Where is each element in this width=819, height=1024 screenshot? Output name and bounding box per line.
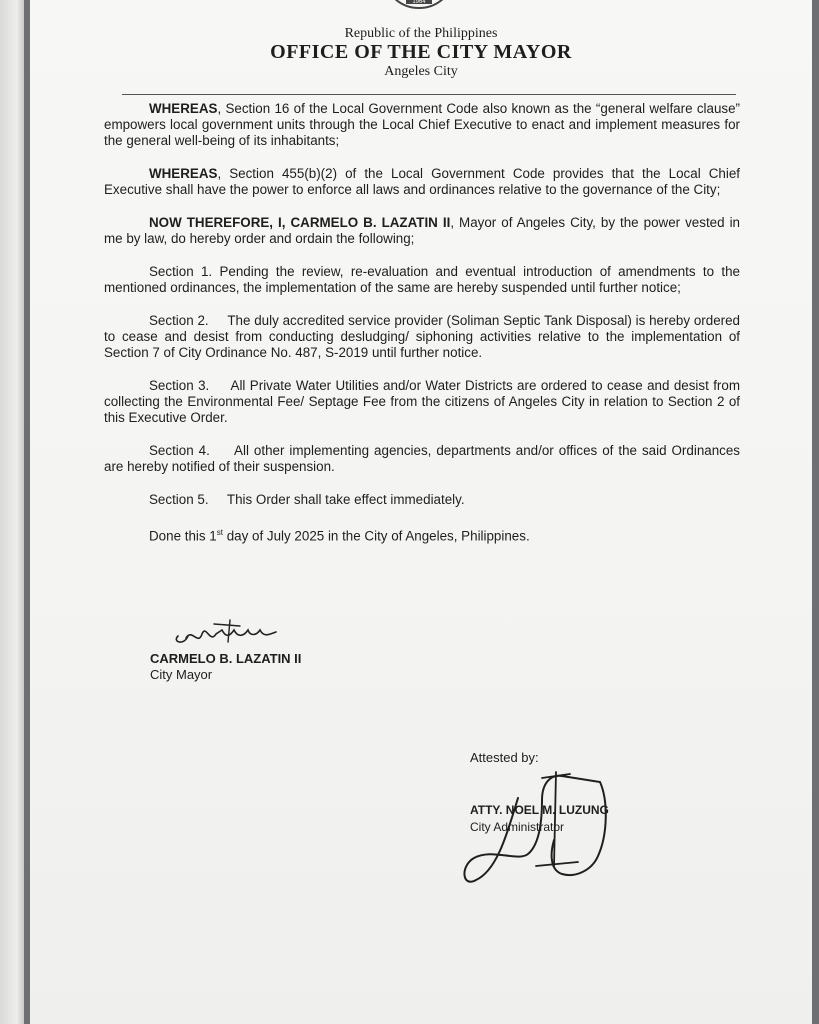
section-4: Section 4. All other implementing agencies, departments and/or offices of the said Ordinances are hereby notified of their suspension. <box>104 443 744 474</box>
whereas-clause-1: WHEREAS, Section 16 of the Local Government Code also known as the “general welfare clause” empowers local government units through the Local Chief Executive to enact and implement measures for the general well-being of its inhabitants; <box>104 101 740 148</box>
order-body <box>104 101 744 561</box>
administrator-signature-icon <box>458 770 618 894</box>
header-republic: Republic of the Philippines <box>344 26 498 41</box>
city-seal-icon <box>380 0 458 10</box>
attested-by-label: Attested by: <box>470 750 539 765</box>
mayor-name: CARMELO B. LAZATIN II <box>150 651 302 666</box>
section-3: Section 3. All Private Water Utilities and/or Water Districts are ordered to cease and desist from collecting the Environmental Fee/ Septage Fee from the citizens of Angeles City in relation to Section 2 of this Executive Order. <box>104 378 744 425</box>
administrator-title: City Administrator <box>470 820 565 834</box>
header-city: Angeles City <box>384 64 458 79</box>
done-statement: Done this 1st day of July 2025 in the City of Angeles, Philippines. <box>149 528 530 544</box>
svg-text:1964: 1964 <box>412 0 426 5</box>
header-office-title: OFFICE OF THE CITY MAYOR <box>270 41 572 63</box>
underlying-page-edge <box>0 0 24 1024</box>
mayor-signature-icon <box>170 616 300 652</box>
section-2: Section 2. The duly accredited service provider (Soliman Septic Tank Disposal) is hereby ordered to cease and desist from conducting desludging/ siphoning activities relative to the implementation of Section 7 of City Ordinance No. 487, S-2019 until further notice. <box>104 313 744 360</box>
now-therefore-clause: NOW THEREFORE, I, CARMELO B. LAZATIN II, Mayor of Angeles City, by the power vested in me by law, do hereby order and ordain the following; <box>104 215 740 246</box>
header-divider <box>122 94 736 95</box>
mayor-title: City Mayor <box>150 667 213 682</box>
administrator-name: ATTY. NOEL M. LUZUNG <box>470 803 609 817</box>
section-1: Section 1. Pending the review, re-evaluation and eventual introduction of amendments to the mentioned ordinances, the implementation of the same are hereby suspended until further notice; <box>104 264 744 295</box>
section-5: Section 5. This Order shall take effect immediately. <box>149 492 465 507</box>
document-page <box>30 0 812 1024</box>
whereas-clause-2: WHEREAS, Section 455(b)(2) of the Local Government Code provides that the Local Chief Executive shall have the power to enforce all laws and ordinances relative to the governance of the City; <box>104 166 740 197</box>
